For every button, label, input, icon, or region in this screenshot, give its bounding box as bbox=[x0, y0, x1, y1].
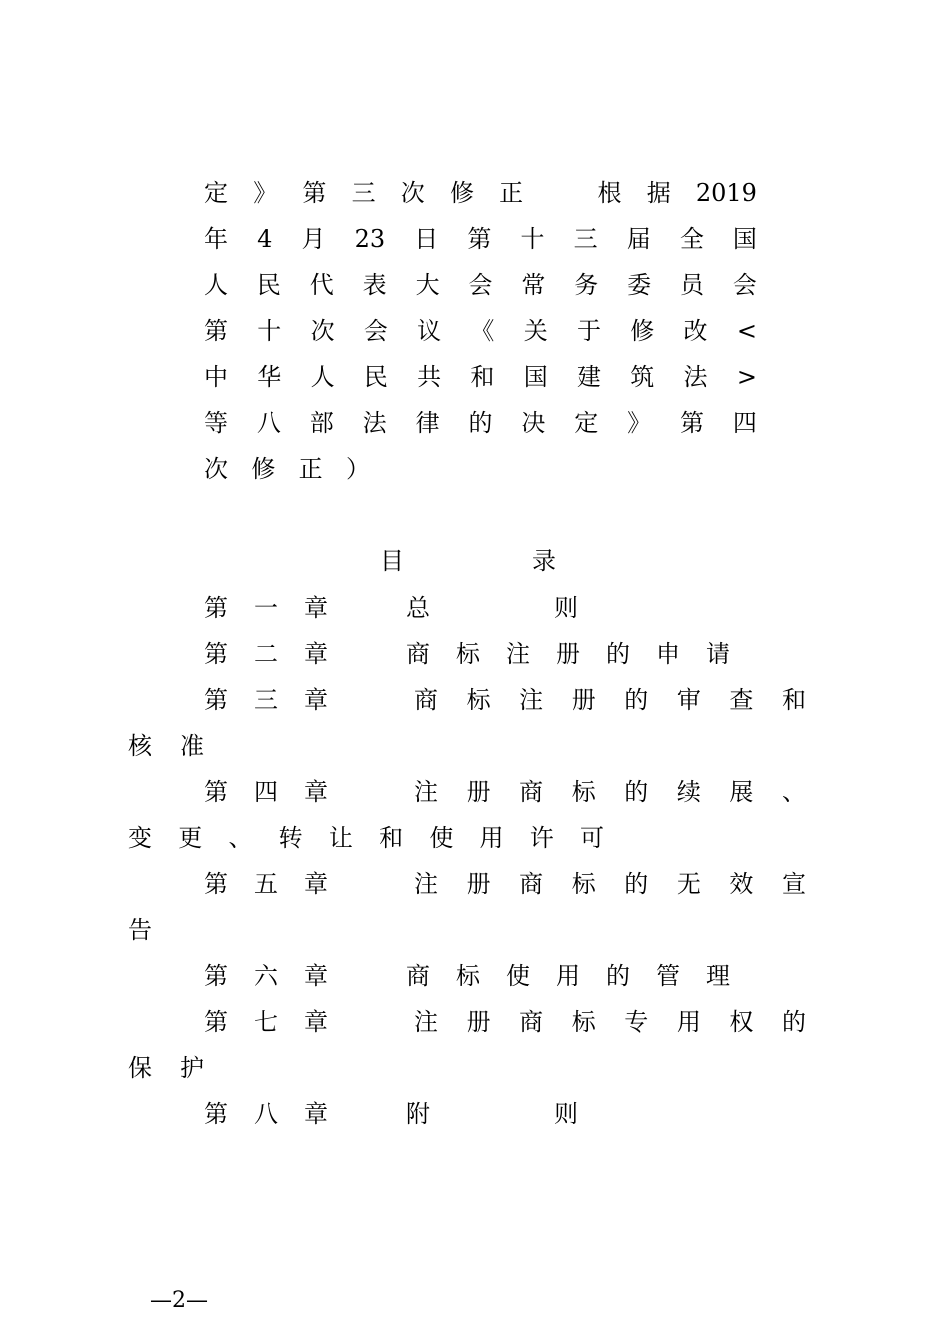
preamble-line-2: 年 4 月 23 日 第 十 三 届 全 国 bbox=[204, 225, 757, 253]
toc-chapter-5-title: 注 册 商 标 的 无 效 宣 bbox=[414, 870, 806, 898]
toc-chapter-2-number: 第 二 章 bbox=[204, 640, 328, 668]
toc-chapter-8-number: 第 八 章 bbox=[204, 1100, 328, 1128]
toc-chapter-3-continuation: 核 准 bbox=[128, 732, 204, 760]
toc-chapter-7-title: 注 册 商 标 专 用 权 的 bbox=[414, 1008, 806, 1036]
toc-chapter-4-title: 注 册 商 标 的 续 展 、 bbox=[414, 778, 806, 806]
toc-chapter-4-continuation: 变 更 、 转 让 和 使 用 许 可 bbox=[128, 824, 604, 852]
toc-chapter-4-number: 第 四 章 bbox=[204, 778, 328, 806]
preamble-line-1: 定 》 第 三 次 修 正 根 据 2019 bbox=[204, 179, 757, 207]
toc-chapter-7-continuation: 保 护 bbox=[128, 1054, 204, 1082]
toc-chapter-5-continuation: 告 bbox=[128, 916, 152, 944]
toc-chapter-6-title: 商 标 使 用 的 管 理 bbox=[406, 962, 730, 990]
toc-chapter-1-title: 总 则 bbox=[406, 594, 578, 622]
preamble-line-3: 人 民 代 表 大 会 常 务 委 员 会 bbox=[204, 271, 757, 299]
toc-chapter-7-number: 第 七 章 bbox=[204, 1008, 328, 1036]
preamble-line-7: 次 修 正 ） bbox=[204, 455, 370, 483]
page-number: —2— bbox=[150, 1288, 208, 1313]
toc-chapter-1-number: 第 一 章 bbox=[204, 594, 328, 622]
preamble-line-4: 第 十 次 会 议 《 关 于 修 改 < bbox=[204, 317, 757, 345]
toc-chapter-3-title: 商 标 注 册 的 审 查 和 bbox=[414, 686, 806, 714]
toc-chapter-8-title: 附 则 bbox=[406, 1100, 578, 1128]
toc-chapter-5-number: 第 五 章 bbox=[204, 870, 328, 898]
preamble-line-6: 等 八 部 法 律 的 决 定 》 第 四 bbox=[204, 409, 757, 437]
toc-title: 目 录 bbox=[380, 547, 556, 575]
toc-chapter-2-title: 商 标 注 册 的 申 请 bbox=[406, 640, 730, 668]
toc-chapter-3-number: 第 三 章 bbox=[204, 686, 328, 714]
toc-chapter-6-number: 第 六 章 bbox=[204, 962, 328, 990]
preamble-line-5: 中 华 人 民 共 和 国 建 筑 法 > bbox=[204, 363, 757, 391]
